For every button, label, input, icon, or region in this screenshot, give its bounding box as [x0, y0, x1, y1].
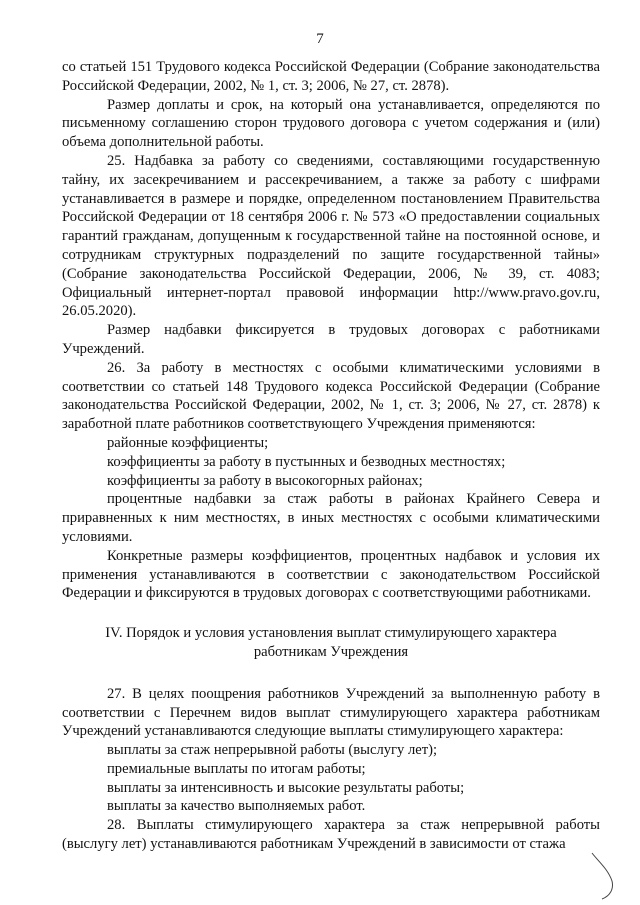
list-item: коэффициенты за работу в высокогорных районах; [107, 472, 423, 489]
paragraph-item-28: 28. Выплаты стимулирующего характера за стаж непрерывной работы (выслугу лет) устанавливаются работникам Учреждений в зависимости от стажа [62, 817, 600, 853]
list-item: коэффициенты за работу в пустынных и безводных местностях; [107, 453, 506, 470]
list-item: районные коэффициенты; [107, 434, 269, 451]
paragraph-item-25: 25. Надбавка за работу со сведениями, составляющими государственную тайну, их засекречиванием и рассекречиванием, а также за работу с шифрами устанавливается в размере и порядке, определенном постановлением Правительства Российской Федерации от 18 сентября 2006 г. № 573 «О предоставлении социальных гарантий гражданам, допущенным к государственной тайне на постоянной основе, и сотрудникам структурных подразделений по защите государственной тайны» (Собрание законодательства Российской Федерации, 2006, № 39, ст. 4083; Официальный интернет-портал правовой информации http://www.pravo.gov.ru, 26.05.2020). [62, 152, 600, 320]
page-number: 7 [316, 31, 324, 47]
paragraph-continuation: со статьей 151 Трудового кодекса Российской Федерации (Собрание законодательства Российской Федерации, 2002, № 1, ст. 3; 2006, № 27, ст. 2878). [62, 59, 600, 94]
document-body [62, 58, 600, 854]
paragraph-item-27: 27. В целях поощрения работников Учреждений за выполненную работу в соответствии с Перечнем видов выплат стимулирующего характера работникам Учреждений устанавливаются следующие выплаты стимулирующего характера: [62, 685, 600, 740]
paragraph: Размер доплаты и срок, на который она устанавливается, определяются по письменному соглашению сторон трудового договора с учетом содержания и (или) объема дополнительной работы. [62, 96, 600, 151]
list-item: процентные надбавки за стаж работы в районах Крайнего Севера и приравненных к ним местностях, в иных местностях с особыми климатическими условиями. [62, 491, 600, 545]
paragraph-item-26: 26. За работу в местностях с особыми климатическими условиями в соответствии со статьей 148 Трудового кодекса Российской Федерации (Собрание законодательства Российской Федерации, 2002, № 1, ст. 3; 2006, № 27, ст. 2878) к заработной плате работников соответствующего Учреждения применяются: [62, 359, 600, 433]
paragraph: Конкретные размеры коэффициентов, процентных надбавок и условия их применения устанавливаются в соответствии с законодательством Российской Федерации и фиксируются в трудовых договорах с соответствующими работниками. [62, 547, 600, 602]
list-item: выплаты за стаж непрерывной работы (выслугу лет); [107, 742, 438, 759]
list-item: выплаты за интенсивность и высокие результаты работы; [107, 779, 465, 796]
corner-pen-mark [588, 851, 618, 901]
section-heading: IV. Порядок и условия установления выплат стимулирующего характера работникам Учреждения [105, 625, 557, 660]
list-item: выплаты за качество выполняемых работ. [107, 798, 366, 815]
list-item: премиальные выплаты по итогам работы; [107, 760, 366, 777]
paragraph: Размер надбавки фиксируется в трудовых договорах с работниками Учреждений. [62, 322, 600, 357]
